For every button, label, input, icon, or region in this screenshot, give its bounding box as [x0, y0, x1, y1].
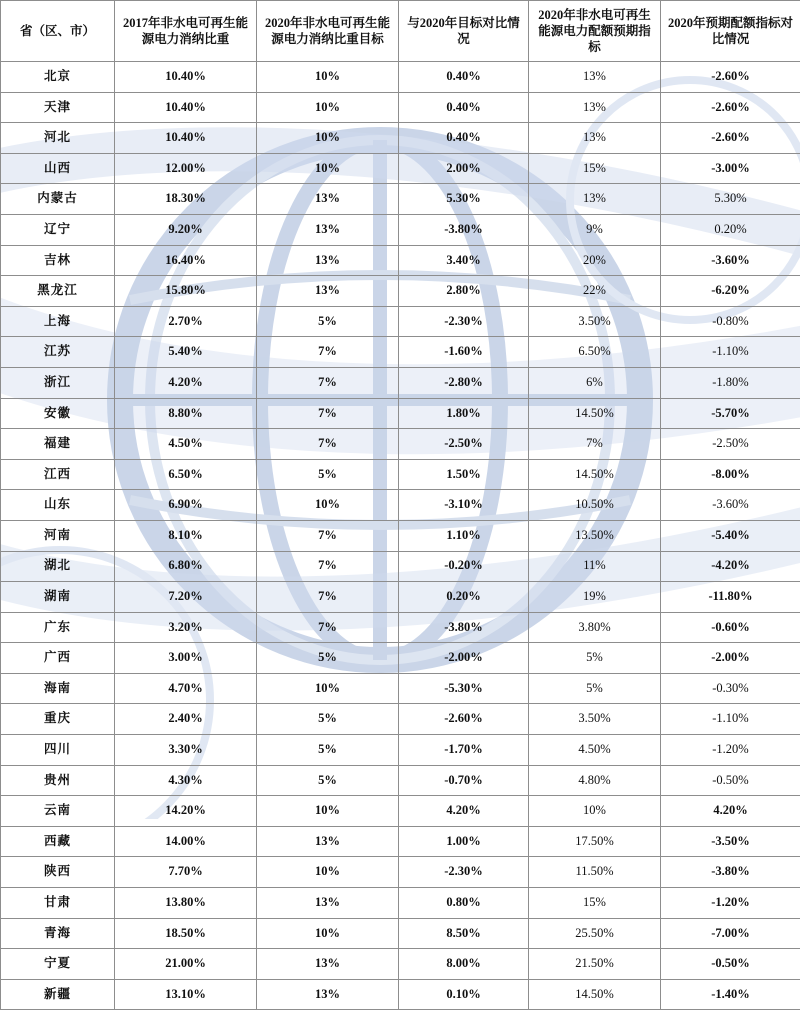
cell-2020-quota: 14.50% — [529, 398, 661, 429]
cell-2020-quota: 10.50% — [529, 490, 661, 521]
cell-2020-target: 13% — [257, 214, 399, 245]
cell-quota-gap: -2.60% — [661, 62, 800, 93]
cell-2017-share: 14.20% — [115, 796, 257, 827]
cell-2017-share: 10.40% — [115, 92, 257, 123]
cell-2020-quota: 7% — [529, 429, 661, 460]
cell-2020-quota: 11.50% — [529, 857, 661, 888]
cell-quota-gap: -3.50% — [661, 826, 800, 857]
cell-2020-quota: 13% — [529, 62, 661, 93]
cell-2017-share: 12.00% — [115, 153, 257, 184]
cell-target-gap: 1.50% — [399, 459, 529, 490]
cell-quota-gap: -4.20% — [661, 551, 800, 582]
column-header-province: 省（区、市） — [1, 1, 115, 62]
cell-province: 广东 — [1, 612, 115, 643]
cell-2020-quota: 10% — [529, 796, 661, 827]
cell-2017-share: 9.20% — [115, 214, 257, 245]
cell-2020-target: 13% — [257, 826, 399, 857]
cell-target-gap: 2.00% — [399, 153, 529, 184]
cell-2017-share: 6.50% — [115, 459, 257, 490]
cell-2020-target: 13% — [257, 888, 399, 919]
cell-target-gap: 3.40% — [399, 245, 529, 276]
table-row — [1, 490, 800, 521]
cell-province: 上海 — [1, 306, 115, 337]
cell-province: 西藏 — [1, 826, 115, 857]
cell-province: 黑龙江 — [1, 276, 115, 307]
cell-quota-gap: -3.60% — [661, 490, 800, 521]
cell-2020-target: 10% — [257, 123, 399, 154]
table-row — [1, 582, 800, 613]
cell-2020-target: 7% — [257, 582, 399, 613]
column-header-2017-share: 2017年非水电可再生能源电力消纳比重 — [115, 1, 257, 62]
cell-2020-quota: 13% — [529, 184, 661, 215]
cell-2020-quota: 14.50% — [529, 459, 661, 490]
cell-2020-target: 13% — [257, 245, 399, 276]
table-row — [1, 153, 800, 184]
cell-quota-gap: -0.30% — [661, 673, 800, 704]
cell-2017-share: 7.20% — [115, 582, 257, 613]
table-row — [1, 276, 800, 307]
cell-2020-target: 10% — [257, 92, 399, 123]
cell-province: 河南 — [1, 520, 115, 551]
cell-province: 山东 — [1, 490, 115, 521]
cell-2020-quota: 21.50% — [529, 949, 661, 980]
column-header-target-gap: 与2020年目标对比情况 — [399, 1, 529, 62]
cell-target-gap: -3.10% — [399, 490, 529, 521]
table-row — [1, 184, 800, 215]
cell-2020-quota: 13.50% — [529, 520, 661, 551]
cell-target-gap: -0.70% — [399, 765, 529, 796]
table-row — [1, 306, 800, 337]
cell-target-gap: 1.10% — [399, 520, 529, 551]
cell-2017-share: 13.80% — [115, 888, 257, 919]
cell-target-gap: 0.10% — [399, 979, 529, 1010]
cell-2020-quota: 11% — [529, 551, 661, 582]
cell-2017-share: 10.40% — [115, 62, 257, 93]
cell-2020-target: 5% — [257, 643, 399, 674]
cell-target-gap: -2.50% — [399, 429, 529, 460]
cell-province: 重庆 — [1, 704, 115, 735]
cell-target-gap: 0.80% — [399, 888, 529, 919]
cell-2017-share: 2.70% — [115, 306, 257, 337]
cell-2017-share: 14.00% — [115, 826, 257, 857]
cell-target-gap: 8.50% — [399, 918, 529, 949]
cell-quota-gap: -1.40% — [661, 979, 800, 1010]
cell-2017-share: 16.40% — [115, 245, 257, 276]
cell-2020-target: 7% — [257, 520, 399, 551]
cell-2020-quota: 6.50% — [529, 337, 661, 368]
cell-2020-quota: 3.50% — [529, 306, 661, 337]
table-row — [1, 520, 800, 551]
cell-2020-target: 5% — [257, 704, 399, 735]
cell-2020-target: 13% — [257, 184, 399, 215]
cell-province: 安徽 — [1, 398, 115, 429]
cell-2017-share: 4.50% — [115, 429, 257, 460]
table-row — [1, 735, 800, 766]
cell-province: 陕西 — [1, 857, 115, 888]
cell-2017-share: 4.20% — [115, 367, 257, 398]
cell-quota-gap: -8.00% — [661, 459, 800, 490]
cell-province: 贵州 — [1, 765, 115, 796]
cell-target-gap: 0.40% — [399, 62, 529, 93]
cell-2020-quota: 20% — [529, 245, 661, 276]
cell-quota-gap: -1.10% — [661, 337, 800, 368]
cell-2020-quota: 15% — [529, 888, 661, 919]
cell-2020-quota: 19% — [529, 582, 661, 613]
cell-target-gap: 2.80% — [399, 276, 529, 307]
cell-quota-gap: -6.20% — [661, 276, 800, 307]
cell-2017-share: 18.30% — [115, 184, 257, 215]
cell-target-gap: -1.60% — [399, 337, 529, 368]
table-row — [1, 826, 800, 857]
table-row — [1, 459, 800, 490]
cell-quota-gap: -1.80% — [661, 367, 800, 398]
cell-province: 河北 — [1, 123, 115, 154]
cell-2020-target: 10% — [257, 673, 399, 704]
cell-2020-quota: 13% — [529, 92, 661, 123]
cell-province: 吉林 — [1, 245, 115, 276]
cell-quota-gap: -3.80% — [661, 857, 800, 888]
cell-quota-gap: -3.00% — [661, 153, 800, 184]
table-row — [1, 429, 800, 460]
table-row — [1, 551, 800, 582]
table-row — [1, 949, 800, 980]
cell-quota-gap: -3.60% — [661, 245, 800, 276]
table-row — [1, 398, 800, 429]
column-header-2020-quota: 2020年非水电可再生能源电力配额预期指标 — [529, 1, 661, 62]
column-header-quota-gap: 2020年预期配额指标对比情况 — [661, 1, 800, 62]
cell-province: 辽宁 — [1, 214, 115, 245]
cell-province: 海南 — [1, 673, 115, 704]
table-row — [1, 62, 800, 93]
cell-2020-quota: 22% — [529, 276, 661, 307]
cell-2020-quota: 13% — [529, 123, 661, 154]
cell-2017-share: 5.40% — [115, 337, 257, 368]
cell-quota-gap: -11.80% — [661, 582, 800, 613]
table-row — [1, 337, 800, 368]
table-row — [1, 612, 800, 643]
cell-2020-quota: 6% — [529, 367, 661, 398]
cell-2017-share: 4.30% — [115, 765, 257, 796]
cell-2020-target: 7% — [257, 337, 399, 368]
cell-2020-target: 5% — [257, 459, 399, 490]
column-header-2020-target: 2020年非水电可再生能源电力消纳比重目标 — [257, 1, 399, 62]
table-header-row — [1, 1, 800, 62]
cell-province: 四川 — [1, 735, 115, 766]
cell-2017-share: 6.80% — [115, 551, 257, 582]
cell-province: 浙江 — [1, 367, 115, 398]
table-row — [1, 704, 800, 735]
table-row — [1, 643, 800, 674]
table-row — [1, 765, 800, 796]
cell-2020-target: 7% — [257, 612, 399, 643]
cell-target-gap: -1.70% — [399, 735, 529, 766]
cell-2020-quota: 15% — [529, 153, 661, 184]
cell-2017-share: 13.10% — [115, 979, 257, 1010]
table-row — [1, 367, 800, 398]
cell-2020-target: 13% — [257, 979, 399, 1010]
cell-2017-share: 8.10% — [115, 520, 257, 551]
cell-province: 福建 — [1, 429, 115, 460]
cell-2017-share: 8.80% — [115, 398, 257, 429]
cell-2020-quota: 5% — [529, 643, 661, 674]
cell-quota-gap: -0.80% — [661, 306, 800, 337]
cell-quota-gap: -1.10% — [661, 704, 800, 735]
cell-province: 山西 — [1, 153, 115, 184]
cell-province: 江苏 — [1, 337, 115, 368]
cell-2020-target: 13% — [257, 276, 399, 307]
cell-2020-target: 5% — [257, 735, 399, 766]
cell-target-gap: -2.30% — [399, 306, 529, 337]
cell-2017-share: 21.00% — [115, 949, 257, 980]
cell-2017-share: 2.40% — [115, 704, 257, 735]
cell-2020-quota: 5% — [529, 673, 661, 704]
cell-quota-gap: 5.30% — [661, 184, 800, 215]
table-row — [1, 92, 800, 123]
cell-target-gap: -2.80% — [399, 367, 529, 398]
cell-province: 内蒙古 — [1, 184, 115, 215]
cell-2020-target: 5% — [257, 765, 399, 796]
cell-2020-target: 13% — [257, 949, 399, 980]
cell-2020-target: 5% — [257, 306, 399, 337]
table-row — [1, 214, 800, 245]
table-row — [1, 888, 800, 919]
cell-target-gap: 4.20% — [399, 796, 529, 827]
cell-target-gap: -2.60% — [399, 704, 529, 735]
cell-2020-quota: 9% — [529, 214, 661, 245]
cell-target-gap: -2.00% — [399, 643, 529, 674]
cell-province: 天津 — [1, 92, 115, 123]
cell-province: 青海 — [1, 918, 115, 949]
cell-2020-quota: 4.50% — [529, 735, 661, 766]
cell-2017-share: 18.50% — [115, 918, 257, 949]
cell-2017-share: 7.70% — [115, 857, 257, 888]
table-row — [1, 123, 800, 154]
cell-province: 江西 — [1, 459, 115, 490]
cell-target-gap: -2.30% — [399, 857, 529, 888]
table-row — [1, 673, 800, 704]
cell-2017-share: 15.80% — [115, 276, 257, 307]
cell-2017-share: 6.90% — [115, 490, 257, 521]
cell-quota-gap: -1.20% — [661, 735, 800, 766]
cell-target-gap: -3.80% — [399, 612, 529, 643]
cell-2020-target: 10% — [257, 62, 399, 93]
cell-2017-share: 4.70% — [115, 673, 257, 704]
cell-2020-target: 10% — [257, 490, 399, 521]
cell-target-gap: -5.30% — [399, 673, 529, 704]
cell-target-gap: 8.00% — [399, 949, 529, 980]
cell-target-gap: 0.40% — [399, 92, 529, 123]
cell-2020-quota: 14.50% — [529, 979, 661, 1010]
cell-target-gap: 0.40% — [399, 123, 529, 154]
cell-quota-gap: -1.20% — [661, 888, 800, 919]
cell-2020-target: 7% — [257, 429, 399, 460]
cell-province: 云南 — [1, 796, 115, 827]
cell-2020-quota: 3.50% — [529, 704, 661, 735]
cell-2020-target: 7% — [257, 398, 399, 429]
cell-province: 甘肃 — [1, 888, 115, 919]
cell-province: 湖南 — [1, 582, 115, 613]
cell-quota-gap: -5.40% — [661, 520, 800, 551]
table-row — [1, 245, 800, 276]
cell-2020-target: 10% — [257, 153, 399, 184]
cell-province: 广西 — [1, 643, 115, 674]
cell-2020-target: 10% — [257, 857, 399, 888]
cell-2020-quota: 25.50% — [529, 918, 661, 949]
cell-province: 宁夏 — [1, 949, 115, 980]
cell-2017-share: 3.00% — [115, 643, 257, 674]
table-body — [1, 62, 800, 1010]
cell-quota-gap: -2.60% — [661, 92, 800, 123]
table-header — [1, 1, 800, 62]
cell-target-gap: 1.80% — [399, 398, 529, 429]
cell-2017-share: 3.30% — [115, 735, 257, 766]
cell-2017-share: 10.40% — [115, 123, 257, 154]
cell-target-gap: -3.80% — [399, 214, 529, 245]
cell-target-gap: 5.30% — [399, 184, 529, 215]
cell-2020-target: 7% — [257, 551, 399, 582]
cell-quota-gap: -2.60% — [661, 123, 800, 154]
table-row — [1, 857, 800, 888]
table-row — [1, 918, 800, 949]
cell-quota-gap: -0.50% — [661, 949, 800, 980]
cell-quota-gap: -0.50% — [661, 765, 800, 796]
cell-2020-quota: 4.80% — [529, 765, 661, 796]
cell-province: 新疆 — [1, 979, 115, 1010]
table-row — [1, 979, 800, 1010]
cell-quota-gap: -5.70% — [661, 398, 800, 429]
cell-province: 北京 — [1, 62, 115, 93]
cell-province: 湖北 — [1, 551, 115, 582]
cell-2020-target: 7% — [257, 367, 399, 398]
cell-target-gap: 0.20% — [399, 582, 529, 613]
cell-quota-gap: -2.50% — [661, 429, 800, 460]
cell-quota-gap: -7.00% — [661, 918, 800, 949]
cell-target-gap: 1.00% — [399, 826, 529, 857]
cell-2020-quota: 17.50% — [529, 826, 661, 857]
cell-2020-quota: 3.80% — [529, 612, 661, 643]
cell-quota-gap: 0.20% — [661, 214, 800, 245]
cell-2020-target: 10% — [257, 796, 399, 827]
cell-2020-target: 10% — [257, 918, 399, 949]
cell-target-gap: -0.20% — [399, 551, 529, 582]
cell-quota-gap: -2.00% — [661, 643, 800, 674]
cell-2017-share: 3.20% — [115, 612, 257, 643]
cell-quota-gap: 4.20% — [661, 796, 800, 827]
table-row — [1, 796, 800, 827]
cell-quota-gap: -0.60% — [661, 612, 800, 643]
